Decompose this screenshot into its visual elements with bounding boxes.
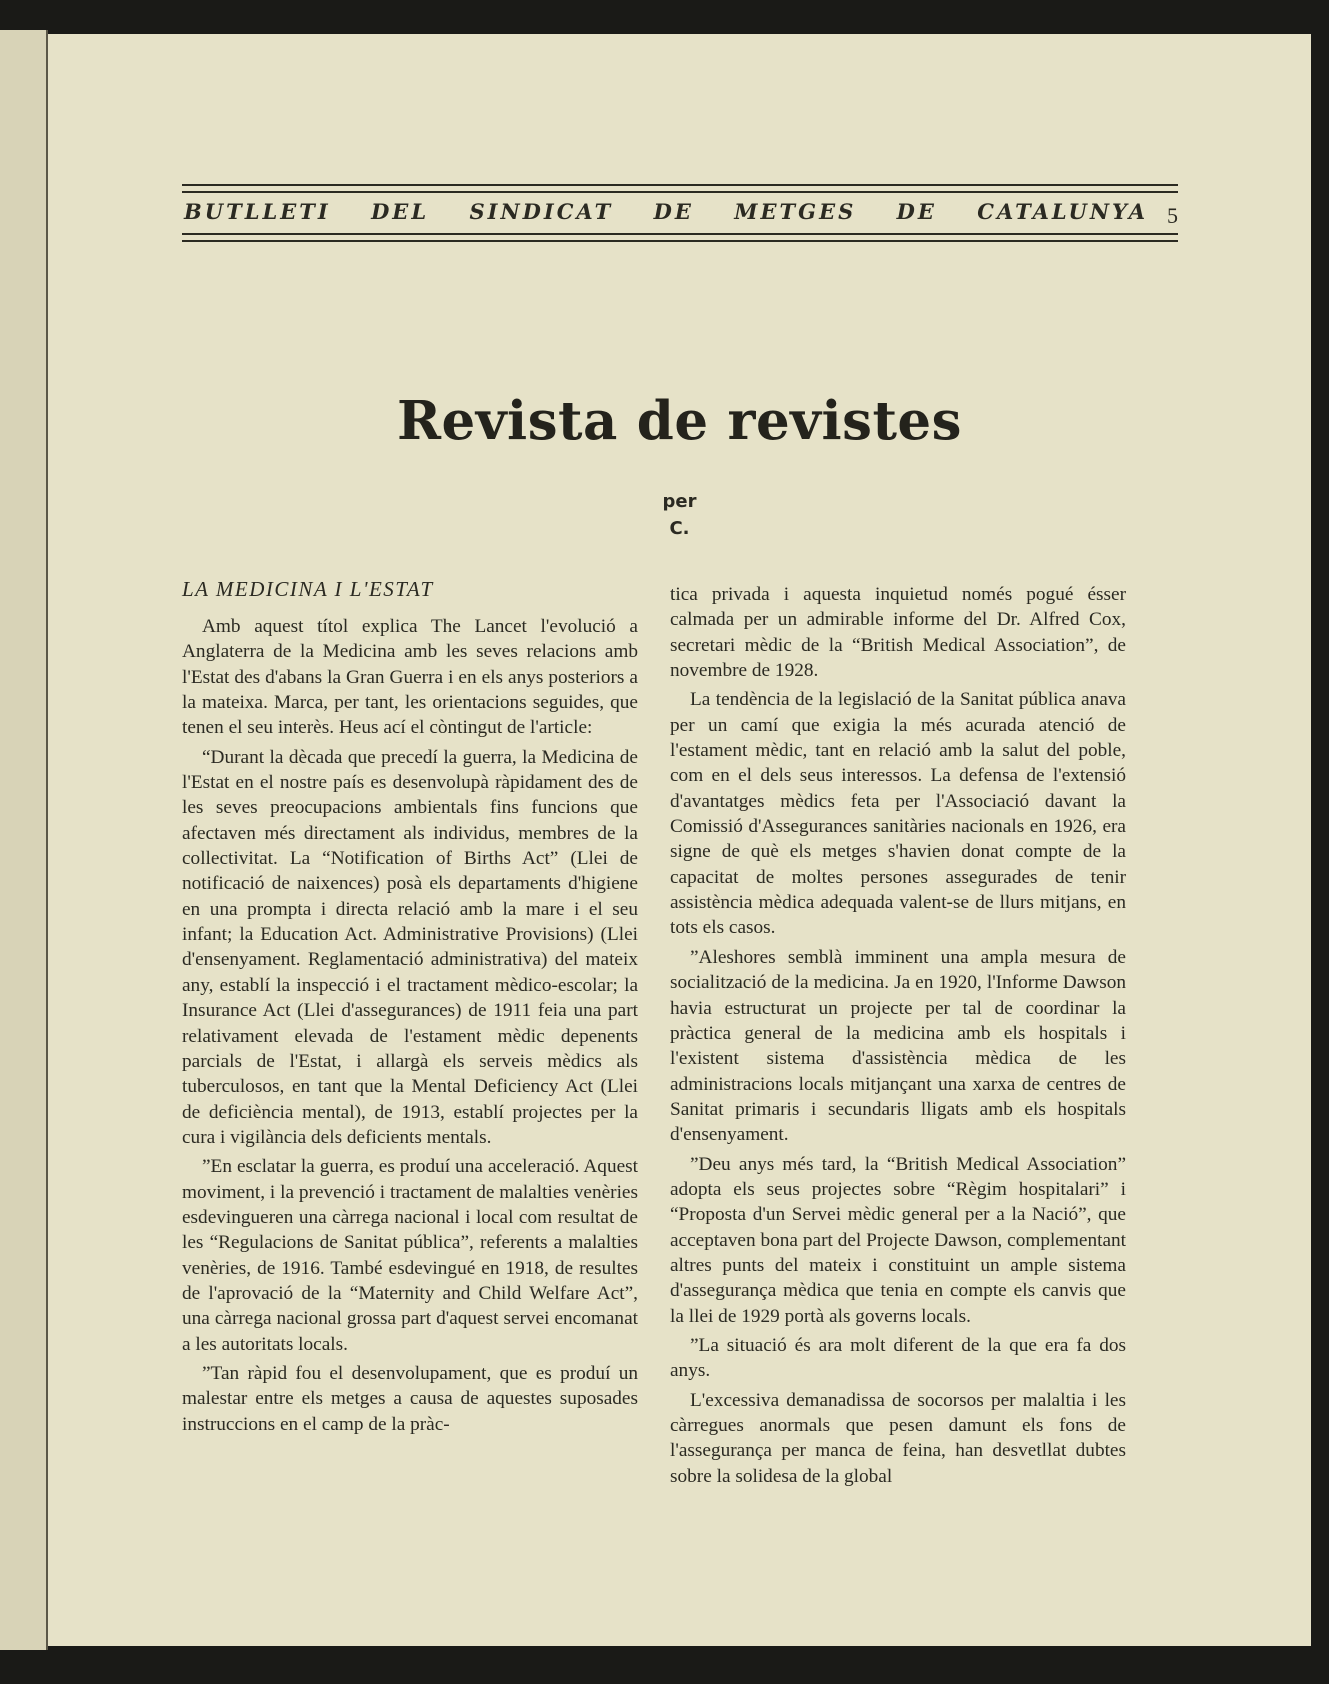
paragraph: La tendència de la legislació de la Sanitat pública anava per un camí que exigia la més acurada atenció de l'estament mèdic, tant en relació amb la salut del poble, com en el dels seus interessos. La defensa de l'extensió d'avantatges mèdics feta per l'Associació davant la Comissió d'Assegurances sanitàries nacionals en 1926, era signe de què els metges s'havien donat compte de la capacitat de moltes persones assegurades de tenir assistència mèdica adequada valent-se de llurs mitjans, en tots els casos. (670, 689, 1126, 939)
paragraph: ”Aleshores semblà imminent una ampla mesura de socialització de la medicina. Ja en 1920, l'Informe Dawson havia estructurat un projecte per tal de coordinar la pràctica general de la medicina amb els hospitals i l'existent sistema d'assistència mèdica de les administracions locals mitjançant una xarxa de centres de Sanitat primaris i secundaris lligats amb els hospitals d'ensenyament. (670, 946, 1126, 1146)
header-rule (182, 184, 1178, 186)
byline-per: per (662, 491, 697, 512)
left-column (182, 576, 638, 1441)
paragraph: ”En esclatar la guerra, es produí una acceleració. Aquest moviment, i la prevenció i tractament de malalties venèries esdevingueren una càrrega nacional i local com resultat de les “Regulacions de Sanitat pública”, referents a malalties venèries, de 1916. També esdevingué en 1918, de resultes de l'aprovació de la “Maternity and Child Welfare Act”, una càrrega nacional grossa part d'aquest servei encomanat a les autoritats locals. (182, 1156, 638, 1355)
page-number: 5 (1167, 203, 1178, 228)
article-title: Revista de revistes (397, 390, 962, 452)
document-page (48, 34, 1311, 1646)
right-column (670, 582, 1126, 1493)
header-rule (182, 191, 1178, 193)
paragraph: Amb aquest títol explica The Lancet l'evolució a Anglaterra de la Medicina amb les seves relacions amb l'Estat des d'abans la Gran Guerra i en els anys posteriors a la mateixa. Marca, per tant, les orientacions seguides, que tenen el seu interès. Heus ací el còntingut de l'article: (182, 616, 638, 739)
paragraph: ”Deu anys més tard, la “British Medical Association” adopta els seus projectes sobre “Règim hospitalari” i “Proposta d'un Servei mèdic general per a la Nació”, que acceptaven bona part del Projecte Dawson, complementant altres punts del mateix i constituint un ample sistema d'assegurança mèdica que tenia en compte els canvis que la llei de 1929 portà als governs locals. (670, 1153, 1126, 1327)
paragraph: “Durant la dècada que precedí la guerra, la Medicina de l'Estat en el nostre país es desenvolupà ràpidament des de les seves preocupacions ambientals fins funcions que afectaven més directament als individus, membres de la collectivitat. La “Notification of Births Act” (Llei de notificació de naixences) posà els departaments d'higiene en una prompta i directa relació amb la mare i el seu infant; la Education Act. Administrative Provisions) (Llei d'ensenyament. Reglamentació administrativa) del mateix any, establí la inspecció i el tractament mèdico-escolar; la Insurance Act (Llei d'assegurances) de 1911 feia una part relativament elevada de l'estament mèdic depenents parcials de l'Estat, i allargà els serveis mèdics als tuberculosos, en tant que la Mental Deficiency Act (Llei de deficiència mental), de 1913, establí projectes per la cura i vigilància dels deficients mentals. (182, 746, 638, 1148)
paragraph-continuation: tica privada i aquesta inquietud només pogué ésser calmada per un admirable informe del Dr. Alfred Cox, secretari mèdic de la “British Medical Association”, de novembre de 1928. (670, 584, 1126, 682)
header-rule (182, 233, 1178, 235)
journal-title: BUTLLETI DEL SINDICAT DE METGES DE CATALUNYA (184, 199, 1148, 224)
byline-author: C. (669, 518, 690, 539)
previous-page-edge (0, 30, 48, 1650)
header-rule (182, 240, 1178, 242)
running-header (182, 150, 1178, 242)
paragraph: L'excessiva demanadissa de socorsos per malaltia i les càrregues anormals que pesen damunt els fons de l'assegurança per manca de feina, han desvetllat dubtes sobre la solidesa de la global (670, 1389, 1126, 1487)
paragraph: ”Tan ràpid fou el desenvolupament, que es produí un malestar entre els metges a causa de aquestes suposades instruccions en el camp de la pràc- (182, 1362, 638, 1435)
paragraph: ”La situació és ara molt diferent de la que era fa dos anys. (670, 1334, 1126, 1382)
section-title: LA MEDICINA I L'ESTAT (182, 577, 434, 601)
